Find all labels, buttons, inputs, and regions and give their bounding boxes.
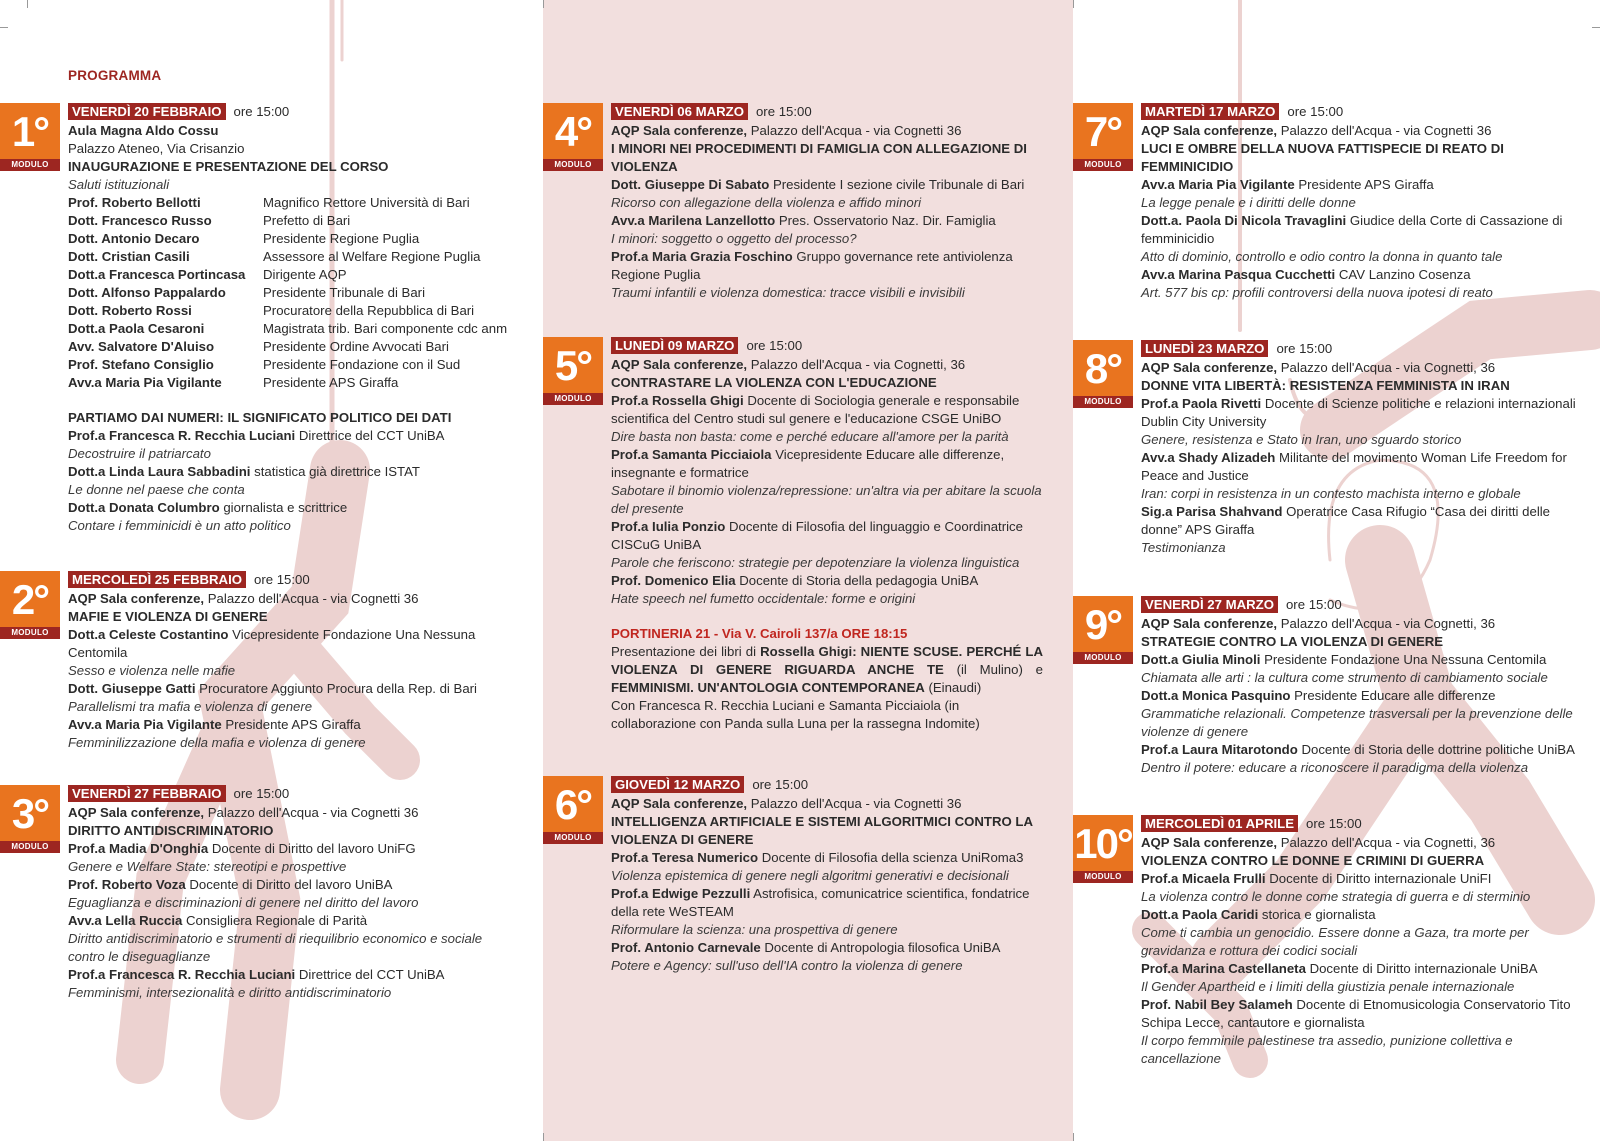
speaker-talk: Il Gender Apartheid e i limiti della giustizia penale internazionale xyxy=(1141,979,1515,994)
venue-address: Palazzo dell'Acqua - via Cognetti 36 xyxy=(207,591,419,606)
greeter-role: Prefetto di Bari xyxy=(263,213,351,228)
module-label: MODULO xyxy=(1073,871,1133,883)
module-body xyxy=(1141,103,1581,302)
module-date: LUNEDÌ 23 MARZO xyxy=(1141,340,1268,357)
module-heading: MAFIE E VIOLENZA DI GENERE xyxy=(68,609,268,624)
speaker-name: Dott. Giuseppe Di Sabato xyxy=(611,177,770,192)
greeter-name: Prof. Roberto Bellotti xyxy=(68,195,201,210)
speaker xyxy=(68,680,483,698)
module-header xyxy=(68,571,483,590)
module-header xyxy=(611,103,1043,122)
speaker-role: Docente di Diritto internazionale UniFI xyxy=(1269,871,1492,886)
module-time: ore 15:00 xyxy=(1285,597,1342,612)
greeter-name: Dott.a Francesca Portincasa xyxy=(68,267,246,282)
speaker-name: Prof.a Micaela Frulli xyxy=(1141,871,1266,886)
greeter-row xyxy=(68,356,513,374)
speaker-talk: Parole che feriscono: strategie per depotenziare la violenza linguistica xyxy=(611,555,1020,570)
module-number: 7° xyxy=(1073,103,1133,159)
book-publisher-2: (Einaudi) xyxy=(924,680,982,695)
module-date: VENERDÌ 20 FEBBRAIO xyxy=(68,103,226,120)
greeter-row xyxy=(68,320,513,338)
speaker xyxy=(611,212,1043,230)
venue-name: AQP Sala conferenze, xyxy=(611,357,748,372)
greeter-role: Presidente Tribunale di Bari xyxy=(263,285,426,300)
module-heading: DONNE VITA LIBERTÀ: RESISTENZA FEMMINISTA IN IRAN xyxy=(1141,378,1510,393)
speaker-talk: Violenza epistemica di genere negli algoritmi generativi e decisionali xyxy=(611,868,1009,883)
greeter-name: Dott. Alfonso Pappalardo xyxy=(68,285,226,300)
speaker-talk: Eguaglianza e discriminazioni di genere nel diritto del lavoro xyxy=(68,895,419,910)
book-title-2: FEMMINISMI. UN'ANTOLOGIA CONTEMPORANEA xyxy=(611,680,925,695)
speaker-talk: Potere e Agency: sull'uso dell'IA contro la violenza di genere xyxy=(611,958,963,973)
module-heading: I MINORI NEI PROCEDIMENTI DI FAMIGLIA CON ALLEGAZIONE DI VIOLENZA xyxy=(611,141,1027,174)
module-heading: VIOLENZA CONTRO LE DONNE E CRIMINI DI GUERRA xyxy=(1141,853,1485,868)
module-body xyxy=(611,776,1043,975)
module-time: ore 15:00 xyxy=(233,786,290,801)
speaker-talk: Atto di dominio, controllo e odio contro la donna in quanto tale xyxy=(1141,249,1503,264)
module-body xyxy=(68,785,513,1002)
speaker-role: Operatrice Casa Rifugio “Casa dei diritti delle donne” APS Giraffa xyxy=(1141,504,1551,537)
module-venue xyxy=(1141,834,1581,852)
module-badge xyxy=(543,776,603,846)
module-body xyxy=(68,571,483,752)
speaker-role: Vicepresidente Fondazione Una Nessuna Centomila xyxy=(68,627,476,660)
module-heading: INTELLIGENZA ARTIFICIALE E SISTEMI ALGORITMICI CONTRO LA VIOLENZA DI GENERE xyxy=(611,814,1033,847)
speaker xyxy=(1141,449,1581,485)
module-badge xyxy=(543,337,603,407)
module-time: ore 15:00 xyxy=(1287,104,1344,119)
speaker-talk: Ricorso con allegazione della violenza e affido minori xyxy=(611,195,922,210)
speaker-talk: Femminismi, intersezionalità e diritto antidiscriminatorio xyxy=(68,985,392,1000)
speaker-role: Giudice della Corte di Cassazione di femminicidio xyxy=(1141,213,1563,246)
module-label: MODULO xyxy=(0,159,60,171)
module-subtitle: Saluti istituzionali xyxy=(68,177,170,192)
module-body xyxy=(1141,340,1581,557)
speaker-name: Prof.a Rossella Ghigi xyxy=(611,393,744,408)
module-number: 4° xyxy=(543,103,603,159)
module-venue xyxy=(68,122,513,140)
speaker xyxy=(68,463,513,481)
speaker-talk: Dentro il potere: educare a riconoscere il paradigma della violenza xyxy=(1141,760,1529,775)
venue-name: AQP Sala conferenze, xyxy=(611,796,748,811)
crop-mark xyxy=(0,27,8,28)
venue-name: AQP Sala conferenze, xyxy=(68,591,205,606)
speaker-role: Docente di Antropologia filosofica UniBA xyxy=(764,940,1001,955)
module-heading-2: PARTIAMO DAI NUMERI: IL SIGNIFICATO POLITICO DEI DATI xyxy=(68,410,452,425)
speaker-talk: La violenza contro le donne come strategia di guerra e di sterminio xyxy=(1141,889,1531,904)
greeter-role: Presidente Regione Puglia xyxy=(263,231,420,246)
book-title-1: : NIENTE SCUSE. PERCHÉ LA VIOLENZA DI GENERE RIGUARDA ANCHE TE xyxy=(611,644,1044,677)
fold-mark xyxy=(543,0,544,8)
module-header xyxy=(1141,340,1581,359)
speaker-role: Astrofisica, comunicatrice scientifica, fondatrice della rete WeSTEAM xyxy=(611,886,1030,919)
module-number: 2° xyxy=(0,571,60,627)
module-venue xyxy=(611,795,1043,813)
speaker-role: Docente di Storia della pedagogia UniBA xyxy=(739,573,979,588)
speaker-role: Vicepresidente Educare alle differenze, insegnante e formatrice xyxy=(611,447,1005,480)
speaker xyxy=(68,966,513,984)
speaker-role: Direttrice del CCT UniBA xyxy=(298,428,445,443)
venue-name: Aula Magna Aldo Cossu xyxy=(68,123,219,138)
greeter-row xyxy=(68,212,513,230)
speaker-name: Dott.a Giulia Minoli xyxy=(1141,652,1261,667)
module-heading: STRATEGIE CONTRO LA VIOLENZA DI GENERE xyxy=(1141,634,1444,649)
venue-address: Palazzo dell'Acqua - via Cognetti, 36 xyxy=(1280,835,1496,850)
speaker-talk: Dire basta non basta: come e perché educare all'amore per la parità xyxy=(611,429,1009,444)
greeter-role: Presidente Fondazione con il Sud xyxy=(263,357,461,372)
module-date: LUNEDÌ 09 MARZO xyxy=(611,337,738,354)
speaker-talk: Art. 577 bis cp: profili controversi della nuova ipotesi di reato xyxy=(1141,285,1493,300)
module-header xyxy=(1141,596,1581,615)
speaker-role: storica e giornalista xyxy=(1261,907,1376,922)
programma-title: PROGRAMMA xyxy=(68,68,162,83)
module-time: ore 15:00 xyxy=(1276,341,1333,356)
greeter-name: Avv. Salvatore D'Aluiso xyxy=(68,339,215,354)
speaker-talk: Le donne nel paese che conta xyxy=(68,482,245,497)
speaker-name: Avv.a Shady Alizadeh xyxy=(1141,450,1276,465)
speaker-role: Presidente I sezione civile Tribunale di Bari xyxy=(772,177,1025,192)
module-venue xyxy=(611,356,1043,374)
module-body xyxy=(1141,815,1581,1068)
module-heading: DIRITTO ANTIDISCRIMINATORIO xyxy=(68,823,274,838)
speaker-talk: Come ti cambia un genocidio. Essere donne a Gaza, tra morte per gravidanza e rottura dei codici sociali xyxy=(1141,925,1529,958)
module-label: MODULO xyxy=(1073,159,1133,171)
module-number: 8° xyxy=(1073,340,1133,396)
speaker xyxy=(1141,266,1581,284)
module-badge xyxy=(1073,815,1133,885)
speaker-role: Presidente Educare alle differenze xyxy=(1294,688,1496,703)
speaker-role: statistica già direttrice ISTAT xyxy=(254,464,420,479)
module-badge xyxy=(0,571,60,641)
module-header xyxy=(68,103,513,122)
module-date: MERCOLEDÌ 01 APRILE xyxy=(1141,815,1298,832)
module-date: MERCOLEDÌ 25 FEBBRAIO xyxy=(68,571,246,588)
books-intro: Presentazione dei libri di xyxy=(611,644,761,659)
speaker-name: Prof.a Edwige Pezzulli xyxy=(611,886,751,901)
greeter-role: Presidente Ordine Avvocati Bari xyxy=(263,339,449,354)
speaker-name: Prof. Nabil Bey Salameh xyxy=(1141,997,1293,1012)
spacer xyxy=(68,392,513,409)
greeter-name: Prof. Stefano Consiglio xyxy=(68,357,214,372)
venue-name: AQP Sala conferenze, xyxy=(1141,616,1278,631)
speaker-talk: Il corpo femminile palestinese tra assedio, punizione collettiva e cancellazione xyxy=(1141,1033,1513,1066)
module-number: 3° xyxy=(0,785,60,841)
speaker-name: Avv.a Lella Ruccia xyxy=(68,913,183,928)
speaker-name: Dott.a Linda Laura Sabbadini xyxy=(68,464,251,479)
venue-address-line: Palazzo Ateneo, Via Crisanzio xyxy=(68,141,245,156)
module-badge xyxy=(1073,340,1133,410)
greeter-name: Dott. Cristian Casili xyxy=(68,249,190,264)
speaker-talk: Genere, resistenza e Stato in Iran, uno sguardo storico xyxy=(1141,432,1462,447)
speaker xyxy=(611,885,1043,921)
venue-address: Palazzo dell'Acqua - via Cognetti 36 xyxy=(1280,123,1492,138)
module-badge xyxy=(0,103,60,173)
module-time: ore 15:00 xyxy=(1306,816,1362,831)
venue-address: Palazzo dell'Acqua - via Cognetti 36 xyxy=(750,123,962,138)
module-badge xyxy=(0,785,60,855)
module-number: 6° xyxy=(543,776,603,832)
speaker-name: Prof.a Paola Rivetti xyxy=(1141,396,1262,411)
speaker xyxy=(68,427,513,445)
speaker-role: Docente di Diritto del lavoro UniFG xyxy=(211,841,416,856)
speaker xyxy=(1141,741,1581,759)
speaker xyxy=(611,939,1043,957)
module-body xyxy=(68,103,513,535)
speaker-talk: Parallelismi tra mafia e violenza di genere xyxy=(68,699,313,714)
module-badge xyxy=(1073,596,1133,666)
speaker-name: Prof. Roberto Voza xyxy=(68,877,186,892)
speaker-name: Avv.a Marilena Lanzellotto xyxy=(611,213,776,228)
speaker-name: Dott.a Monica Pasquino xyxy=(1141,688,1291,703)
module-header xyxy=(611,337,1043,356)
speaker-role: Docente di Filosofia della scienza UniRoma3 xyxy=(761,850,1024,865)
module-body xyxy=(1141,596,1581,777)
speaker-talk: Grammatiche relazionali. Competenze trasversali per la prevenzione delle violenze di genere xyxy=(1141,706,1573,739)
speaker-role: Procuratore Aggiunto Procura della Rep. di Bari xyxy=(199,681,477,696)
speaker xyxy=(68,626,483,662)
speaker xyxy=(1141,996,1581,1032)
module-label: MODULO xyxy=(543,393,603,405)
greeter-role: Assessore al Welfare Regione Puglia xyxy=(263,249,481,264)
greeter-row xyxy=(68,230,513,248)
module-heading: CONTRASTARE LA VIOLENZA CON L'EDUCAZIONE xyxy=(611,375,937,390)
module-venue xyxy=(1141,359,1581,377)
speaker-role: Presidente APS Giraffa xyxy=(225,717,361,732)
speaker-role: CAV Lanzino Cosenza xyxy=(1338,267,1471,282)
greeter-name: Avv.a Maria Pia Vigilante xyxy=(68,375,222,390)
books-author: Rossella Ghigi xyxy=(760,644,853,659)
speaker-role: Gruppo governance rete antiviolenza Regione Puglia xyxy=(611,249,1013,282)
crop-mark xyxy=(27,0,28,8)
module-time: ore 15:00 xyxy=(233,104,290,119)
module-venue xyxy=(1141,615,1581,633)
venue-name: AQP Sala conferenze, xyxy=(68,805,205,820)
speaker-role: Docente di Diritto del lavoro UniBA xyxy=(189,877,393,892)
speaker-name: Prof.a Maria Grazia Foschino xyxy=(611,249,793,264)
speaker-name: Prof.a Iulia Ponzio xyxy=(611,519,726,534)
module-label: MODULO xyxy=(543,159,603,171)
speaker-name: Prof.a Francesca R. Recchia Luciani xyxy=(68,428,296,443)
speaker-role: Docente di Filosofia del linguaggio e Coordinatrice CISCuG UniBA xyxy=(611,519,1023,552)
speaker-talk: Iran: corpi in resistenza in un contesto machista interno e globale xyxy=(1141,486,1521,501)
greeter-name: Dott.a Paola Cesaroni xyxy=(68,321,205,336)
speaker-role: Docente di Diritto internazionale UniBA xyxy=(1309,961,1538,976)
speaker-talk: Decostruire il patriarcato xyxy=(68,446,211,461)
module-header xyxy=(611,776,1043,795)
greeter-role: Presidente APS Giraffa xyxy=(263,375,399,390)
speaker-name: Prof. Antonio Carnevale xyxy=(611,940,761,955)
module-header xyxy=(1141,103,1581,122)
speaker-name: Dott.a. Paola Di Nicola Travaglini xyxy=(1141,213,1347,228)
module-time: ore 15:00 xyxy=(254,572,310,587)
speaker-talk: Testimonianza xyxy=(1141,540,1226,555)
greeter-role: Dirigente AQP xyxy=(263,267,347,282)
venue-address: Palazzo dell'Acqua - via Cognetti, 36 xyxy=(1280,616,1496,631)
fold-mark xyxy=(1073,1133,1074,1141)
module-date: MARTEDÌ 17 MARZO xyxy=(1141,103,1279,120)
portineria-heading: PORTINERIA 21 - Via V. Cairoli 137/a ORE 18:15 xyxy=(611,626,908,641)
speaker-role: Consigliera Regionale di Parità xyxy=(186,913,368,928)
module-date: VENERDÌ 27 FEBBRAIO xyxy=(68,785,226,802)
module-venue xyxy=(68,590,483,608)
spacer xyxy=(611,608,1043,625)
speaker xyxy=(1141,395,1581,431)
speaker-name: Prof.a Marina Castellaneta xyxy=(1141,961,1306,976)
speaker xyxy=(1141,687,1581,705)
speaker xyxy=(611,446,1043,482)
venue-name: AQP Sala conferenze, xyxy=(1141,835,1278,850)
module-label: MODULO xyxy=(0,627,60,639)
greeter-row xyxy=(68,194,513,212)
speaker-role: Docente di Storia delle dottrine politiche UniBA xyxy=(1301,742,1575,757)
speaker-role: giornalista e scrittrice xyxy=(223,500,348,515)
module-badge xyxy=(1073,103,1133,173)
module-number: 1° xyxy=(0,103,60,159)
greeter-role: Procuratore della Repubblica di Bari xyxy=(263,303,475,318)
module-number: 5° xyxy=(543,337,603,393)
module-time: ore 15:00 xyxy=(752,777,809,792)
speaker xyxy=(1141,651,1581,669)
greeter-row xyxy=(68,248,513,266)
module-heading: LUCI E OMBRE DELLA NUOVA FATTISPECIE DI REATO DI FEMMINICIDIO xyxy=(1141,141,1504,174)
speaker-name: Prof. Domenico Elia xyxy=(611,573,736,588)
speaker-role: Militante del movimento Woman Life Freedom for Peace and Justice xyxy=(1141,450,1567,483)
speaker xyxy=(1141,176,1581,194)
module-time: ore 15:00 xyxy=(755,104,812,119)
greeter-role: Magnifico Rettore Università di Bari xyxy=(263,195,470,210)
module-venue xyxy=(68,804,513,822)
book-publisher-1: (il Mulino) e xyxy=(943,662,1043,677)
module-label: MODULO xyxy=(1073,396,1133,408)
speaker-talk: Femminilizzazione della mafia e violenza di genere xyxy=(68,735,366,750)
speaker-talk: Traumi infantili e violenza domestica: tracce visibili e invisibili xyxy=(611,285,965,300)
speaker-name: Prof.a Laura Mitarotondo xyxy=(1141,742,1298,757)
venue-name: AQP Sala conferenze, xyxy=(1141,123,1278,138)
speaker-name: Sig.a Parisa Shahvand xyxy=(1141,504,1283,519)
module-venue xyxy=(611,122,1043,140)
speaker-name: Dott.a Celeste Costantino xyxy=(68,627,229,642)
portineria-books xyxy=(611,643,1043,697)
greeter-name: Dott. Roberto Rossi xyxy=(68,303,192,318)
module-label: MODULO xyxy=(543,832,603,844)
module-number: 10° xyxy=(1073,815,1133,871)
greeter-role: Magistrata trib. Bari componente cdc anm xyxy=(263,321,508,336)
speaker xyxy=(68,716,483,734)
speaker-name: Avv.a Marina Pasqua Cucchetti xyxy=(1141,267,1336,282)
speaker-role: Presidente Fondazione Una Nessuna Centomila xyxy=(1264,652,1547,667)
speaker xyxy=(611,849,1043,867)
greeter-row xyxy=(68,284,513,302)
module-time: ore 15:00 xyxy=(746,338,803,353)
speaker-talk: Chiamata alle arti : la cultura come strumento di cambiamento sociale xyxy=(1141,670,1548,685)
speaker-talk: Contare i femminicidi è un atto politico xyxy=(68,518,291,533)
speaker-name: Dott. Giuseppe Gatti xyxy=(68,681,196,696)
speaker-talk: Genere e Welfare State: stereotipi e prospettive xyxy=(68,859,347,874)
module-number: 9° xyxy=(1073,596,1133,652)
speaker-name: Avv.a Maria Pia Vigilante xyxy=(1141,177,1295,192)
speaker-talk: Riformulare la scienza: una prospettiva di genere xyxy=(611,922,898,937)
speaker-role: Docente di Etnomusicologia Conservatorio Tito Schipa Lecce, cantautore e giornalista xyxy=(1141,997,1571,1030)
speaker-name: Dott.a Paola Caridi xyxy=(1141,907,1259,922)
venue-address: Palazzo dell'Acqua - via Cognetti 36 xyxy=(207,805,419,820)
speaker xyxy=(611,572,1043,590)
speaker-role: Direttrice del CCT UniBA xyxy=(298,967,445,982)
speaker-role: Pres. Osservatorio Naz. Dir. Famiglia xyxy=(778,213,996,228)
speaker-name: Avv.a Maria Pia Vigilante xyxy=(68,717,222,732)
module-heading: INAUGURAZIONE E PRESENTAZIONE DEL CORSO xyxy=(68,159,389,174)
module-label: MODULO xyxy=(1073,652,1133,664)
speaker xyxy=(1141,870,1581,888)
speaker-name: Dott.a Donata Columbro xyxy=(68,500,220,515)
speaker xyxy=(1141,503,1581,539)
speaker xyxy=(611,518,1043,554)
module-label: MODULO xyxy=(0,841,60,853)
greeter-row xyxy=(68,266,513,284)
venue-name: AQP Sala conferenze, xyxy=(1141,360,1278,375)
speaker-talk: Sesso e violenza nelle mafie xyxy=(68,663,236,678)
speaker-talk: I minori: soggetto o oggetto del processo? xyxy=(611,231,857,246)
speaker-role: Docente di Sociologia generale e responsabile scientifica del Centro studi sul genere e l'educazione CSGE UniBO xyxy=(611,393,1020,426)
speaker-name: Prof.a Francesca R. Recchia Luciani xyxy=(68,967,296,982)
speaker xyxy=(68,499,513,517)
speaker xyxy=(68,912,513,930)
module-date: VENERDÌ 06 MARZO xyxy=(611,103,748,120)
speaker-name: Prof.a Samanta Picciaiola xyxy=(611,447,772,462)
speaker xyxy=(1141,960,1581,978)
speaker xyxy=(68,840,513,858)
module-date: GIOVEDÌ 12 MARZO xyxy=(611,776,744,793)
speaker-talk: La legge penale e i diritti delle donne xyxy=(1141,195,1356,210)
module-header xyxy=(68,785,513,804)
greeter-name: Dott. Antonio Decaro xyxy=(68,231,200,246)
speaker-talk: Sabotare il binomio violenza/repressione: un'altra via per abitare la scuola del presente xyxy=(611,483,1042,516)
module-date: VENERDÌ 27 MARZO xyxy=(1141,596,1278,613)
fold-mark xyxy=(543,1133,544,1141)
venue-address: Palazzo dell'Acqua - via Cognetti 36 xyxy=(750,796,962,811)
greeter-row xyxy=(68,338,513,356)
speaker-talk: Diritto antidiscriminatorio e strumenti di riequilibrio economico e sociale contro le diseguaglianze xyxy=(68,931,483,964)
speaker-role: Presidente APS Giraffa xyxy=(1298,177,1434,192)
module-badge xyxy=(543,103,603,173)
greeter-row xyxy=(68,374,513,392)
fold-mark xyxy=(1073,0,1074,8)
speaker xyxy=(1141,212,1581,248)
module-body xyxy=(611,337,1043,733)
speaker xyxy=(68,876,513,894)
speaker xyxy=(611,248,1043,284)
crop-mark xyxy=(1592,27,1600,28)
speaker-name: Prof.a Teresa Numerico xyxy=(611,850,759,865)
speaker xyxy=(611,392,1043,428)
speaker-talk: Hate speech nel fumetto occidentale: forme e origini xyxy=(611,591,916,606)
speaker xyxy=(1141,906,1581,924)
speaker-name: Prof.a Madia D'Onghia xyxy=(68,841,209,856)
module-body xyxy=(611,103,1043,302)
venue-address: Palazzo dell'Acqua - via Cognetti, 36 xyxy=(1280,360,1496,375)
greeter-row xyxy=(68,302,513,320)
module-header xyxy=(1141,815,1581,834)
venue-address: Palazzo dell'Acqua - via Cognetti, 36 xyxy=(750,357,966,372)
speaker xyxy=(611,176,1043,194)
portineria-note: Con Francesca R. Recchia Luciani e Samanta Picciaiola (in collaborazione con Panda sulla Luna per la rassegna Indomite) xyxy=(611,698,980,731)
venue-name: AQP Sala conferenze, xyxy=(611,123,748,138)
speaker-role: Docente di Scienze politiche e relazioni internazionali Dublin City University xyxy=(1141,396,1576,429)
greeter-name: Dott. Francesco Russo xyxy=(68,213,212,228)
module-venue xyxy=(1141,122,1581,140)
